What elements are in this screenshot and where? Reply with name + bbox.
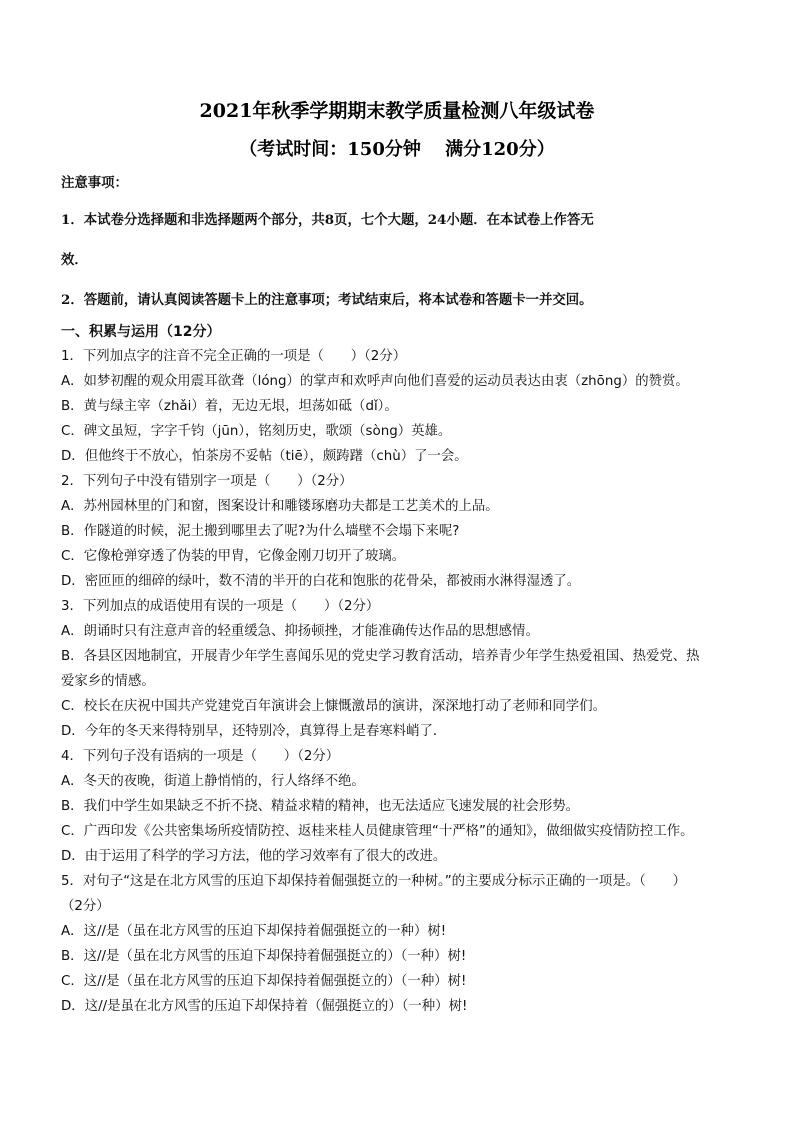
q4-stem: 4．下列句子没有语病的一项是（ ）（2分） xyxy=(61,749,340,764)
q3-option-b: B．各县区因地制宜，开展青少年学生喜闻乐见的党史学习教育活动，培养青少年学生热爱祖国、热爱党、热 xyxy=(61,649,700,664)
q3-option-b-cont: 爱家乡的情感。 xyxy=(61,674,155,689)
q3-option-c: C．校长在庆祝中国共产党建党百年演讲会上慷慨激昂的演讲，深深地打动了老师和同学们。 xyxy=(61,699,606,714)
notice-item-1-cont: 效． xyxy=(61,252,88,268)
q1-option-a: A．如梦初醒的观众用震耳欲聋（lóng）的掌声和欢呼声向他们喜爱的运动员表达由衷（zhōng）的赞赏。 xyxy=(61,374,689,389)
q2-option-c: C．它像枪弹穿透了伪装的甲胄，它像金刚刀切开了玻璃。 xyxy=(61,549,406,564)
q2-option-d: D．密匝匝的细碎的绿叶，数不清的半开的白花和饱胀的花骨朵，都被雨水淋得湿透了。 xyxy=(61,574,581,589)
q5-option-c: C．这//是（虽在北方风雪的压迫下却保持着倔强挺立的）（一种）树! xyxy=(61,974,467,989)
q1-option-d: D．但他终于不放心，怕茶房不妥帖（tiē），颇踌躇（chù）了一会。 xyxy=(61,449,468,464)
notice-item-2: 2．答题前，请认真阅读答题卡上的注意事项；考试结束后，将本试卷和答题卡一并交回。 xyxy=(61,292,593,308)
q1-option-b: B．黄与绿主宰（zhǎi）着，无边无垠，坦荡如砥（dǐ）。 xyxy=(61,399,398,414)
exam-title: 2021年秋季学期期末教学质量检测八年级试卷 xyxy=(199,100,595,122)
q2-stem: 2．下列句子中没有错别字一项是（ ）（2分） xyxy=(61,474,353,489)
q4-option-a: A．冬天的夜晚，街道上静悄悄的，行人络绎不绝。 xyxy=(61,774,365,789)
exam-subtitle: （考试时间：150分钟 满分120分） xyxy=(239,139,555,160)
q5-option-d: D．这//是虽在北方风雪的压迫下却保持着（倔强挺立的）（一种）树! xyxy=(61,999,468,1014)
q4-option-d: D．由于运用了科学的学习方法，他的学习效率有了很大的改进。 xyxy=(61,849,447,864)
q2-option-a: A．苏州园林里的门和窗，图案设计和雕镂琢磨功夫都是工艺美术的上品。 xyxy=(61,499,499,514)
q1-stem: 1．下列加点字的注音不完全正确的一项是（ ）（2分） xyxy=(61,349,407,364)
q4-option-c: C．广西印发《公共密集场所疫情防控、返桂来桂人员健康管理“十严格”的通知》，做细做实疫情防控工作。 xyxy=(61,824,694,839)
q5-stem-cont: （2分） xyxy=(61,899,110,914)
q3-option-a: A．朗诵时只有注意声音的轻重缓急、抑扬顿挫，才能准确传达作品的思想感情。 xyxy=(61,624,539,639)
notice-heading: 注意事项： xyxy=(61,175,128,191)
q5-option-a: A．这//是（虽在北方风雪的压迫下却保持着倔强挺立的一种）树! xyxy=(61,924,447,939)
q2-option-b: B．作隧道的时候，泥土搬到哪里去了呢?为什么墙壁不会塌下来呢? xyxy=(61,524,460,539)
q3-option-d: D．今年的冬天来得特别早，还特别冷，真算得上是春寒料峭了． xyxy=(61,724,447,739)
section-heading: 一、积累与运用（12分） xyxy=(61,324,221,340)
notice-item-1: 1．本试卷分选择题和非选择题两个部分，共8页，七个大题，24小题．在本试卷上作答无 xyxy=(61,212,594,228)
q5-stem: 5．对句子“这是在北方风雪的压迫下却保持着倔强挺立的一种树。”的主要成分标示正确的一项是。（ ） xyxy=(61,874,686,889)
q4-option-b: B．我们中学生如果缺乏不折不挠、精益求精的精神，也无法适应飞速发展的社会形势。 xyxy=(61,799,580,814)
q3-stem: 3．下列加点的成语使用有误的一项是（ ）（2分） xyxy=(61,599,380,614)
q1-option-c: C．碑文虽短，字字千钧（jūn），铭刻历史，歌颂（sòng）英雄。 xyxy=(61,424,452,439)
q5-option-b: B．这//是（虽在北方风雪的压迫下却保持着倔强挺立的）（一种）树! xyxy=(61,949,467,964)
